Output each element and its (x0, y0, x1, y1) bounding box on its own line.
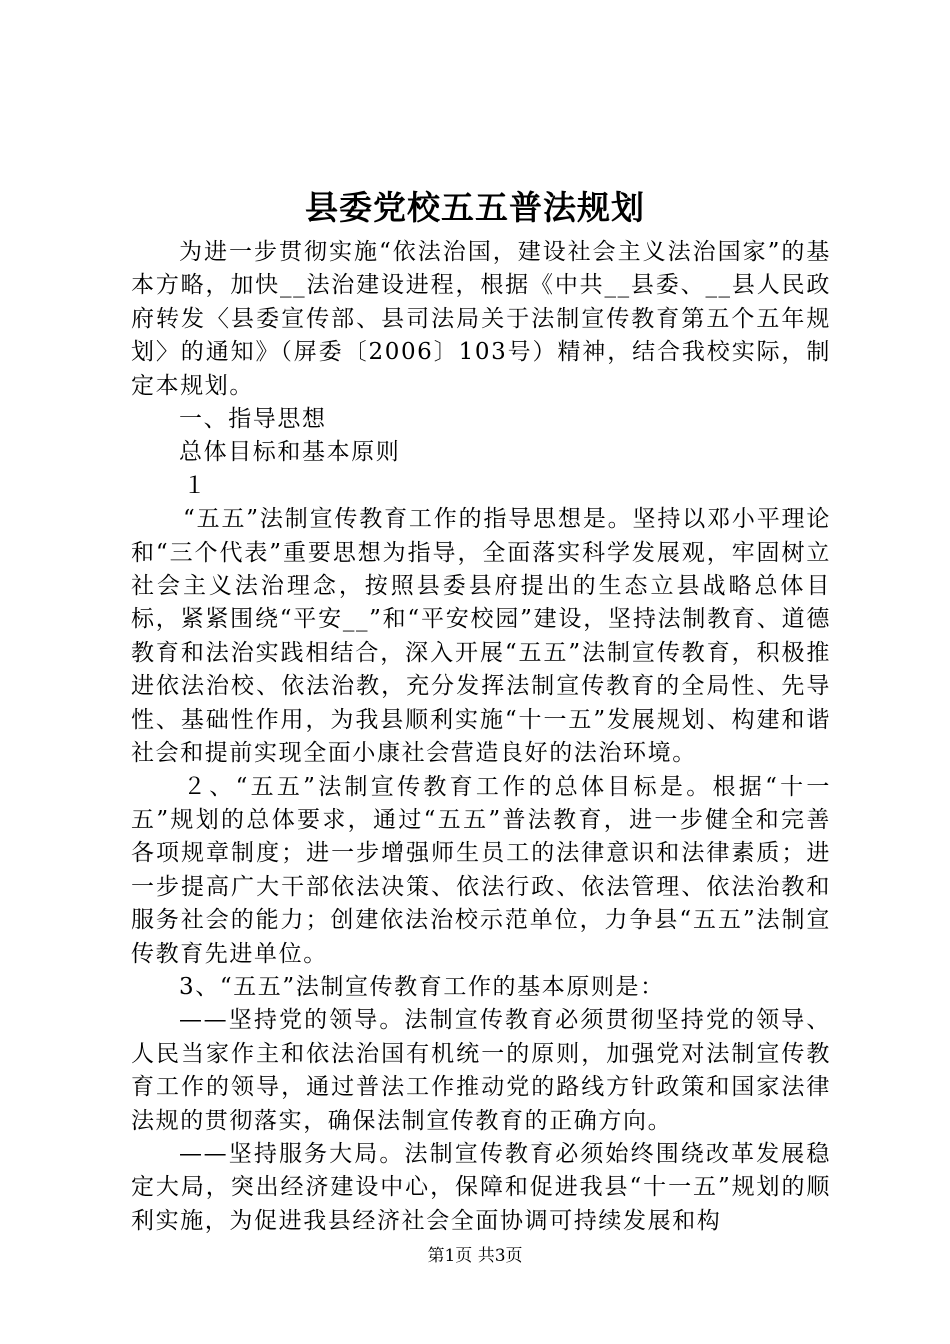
principle-party-leadership: ——坚持党的领导。法制宣传教育必须贯彻坚持党的领导、人民当家作主和依法治国有机统一的原则，加强党对法制宣传教育工作的领导，通过普法工作推动党的路线方针政策和国家法律法规的贯彻落实，确保法制宣传教育的正确方向。 (131, 1007, 831, 1134)
document-title: 县委党校五五普法规划 (305, 188, 645, 227)
intro-paragraph: 为进一步贯彻实施“依法治国，建设社会主义法治国家”的基本方略，加快__法治建设进程，根据《中共__县委、__县人民政府转发〈县委宣传部、县司法局关于法制宣传教育第五个五年规划〉的通知》（屏委〔2006〕103号）精神，结合我校实际，制定本规划。 (131, 239, 831, 399)
overall-goal-paragraph: ２、“五五”法制宣传教育工作的总体目标是。根据“十一五”规划的总体要求，通过“五五”普法教育，进一步健全和完善各项规章制度；进一步增强师生员工的法律意识和法律素质；进一步提高广大干部依法决策、依法行政、依法管理、依法治教和服务社会的能力；创建依法治校示范单位，力争县“五五”法制宣传教育先进单位。 (131, 773, 831, 967)
principle-serve-overall: ——坚持服务大局。法制宣传教育必须始终围绕改革发展稳定大局，突出经济建设中心，保障和促进我县“十一五”规划的顺利实施，为促进我县经济社会全面协调可持续发展和构 (131, 1140, 831, 1234)
section-heading-guiding-thought: 一、指导思想 (179, 406, 327, 433)
item-number: １ (183, 472, 208, 499)
document-body (131, 236, 831, 1238)
guiding-thought-paragraph: “五五”法制宣传教育工作的指导思想是。坚持以邓小平理论和“三个代表”重要思想为指导，全面落实科学发展观，牢固树立社会主义法治理念，按照县委县府提出的生态立县战略总体目标，紧紧围绕“平安__”和“平安校园”建设，坚持法制教育、道德教育和法治实践相结合，深入开展“五五”法制宣传教育，积极推进依法治校、依法治教，充分发挥法制宣传教育的全局性、先导性、基础性作用，为我县顺利实施“十一五”发展规划、构建和谐社会和提前实现全面小康社会营造良好的法治环境。 (131, 506, 831, 767)
basic-principles-heading: 3、“五五”法制宣传教育工作的基本原则是： (179, 973, 665, 1000)
page-footer: 第1页 共3页 (427, 1246, 523, 1266)
section-subheading-goals: 总体目标和基本原则 (179, 439, 401, 466)
